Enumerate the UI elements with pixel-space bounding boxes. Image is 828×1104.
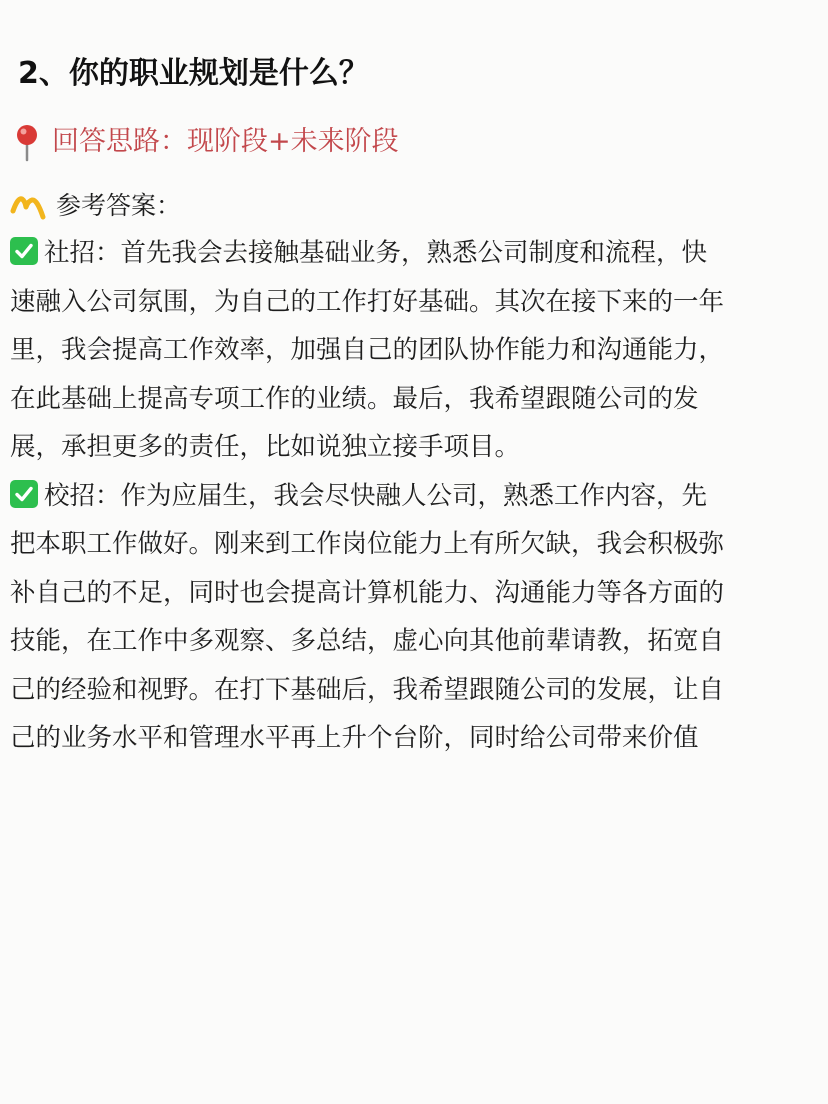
answer-line: 校招：作为应届生，我会尽快融人公司，熟悉工作内容，先 <box>10 472 820 521</box>
answer-line: 里，我会提高工作效率，加强自己的团队协作能力和沟通能力， <box>10 335 725 365</box>
answer-hint <box>12 120 399 164</box>
check-mark-button-icon <box>10 480 38 508</box>
answer-line: 在此基础上提高专项工作的业绩。最后，我希望跟随公司的发 <box>10 383 699 414</box>
answer-line: 社招：首先我会去接触基础业务，熟悉公司制度和流程，快 <box>10 229 820 278</box>
answer-line: 己的经验和视野。在打下基础后，我希望跟随公司的发展，让自 <box>10 674 725 705</box>
answer-line: 补自己的不足，同时也会提高计算机能力、沟通能力等各方面的 <box>10 577 725 608</box>
answer-hint-text: 回答思路：现阶段+未来阶段 <box>52 126 399 157</box>
answer-social-recruitment <box>10 229 820 472</box>
round-pushpin-icon <box>12 122 42 162</box>
answer-line: 把本职工作做好。刚来到工作岗位能力上有所欠缺，我会积极弥 <box>10 529 725 559</box>
answer-line: 速融入公司氛围，为自己的工作打好基础。其次在接下来的一年 <box>10 286 725 317</box>
reference-answer-label: 参考答案： <box>56 191 182 220</box>
answer-line: 己的业务水平和管理水平再上升个台阶，同时给公司带来价值 <box>10 723 699 753</box>
answer-campus-recruitment <box>10 472 820 763</box>
answer-line: 技能，在工作中多观察、多总结，虚心向其他前辈请教，拓宽自 <box>10 626 725 656</box>
answer-list <box>10 229 820 763</box>
reference-answer-heading <box>10 184 181 228</box>
check-mark-button-icon <box>10 237 38 265</box>
wave-mark-icon <box>10 191 46 221</box>
question-title: 2、你的职业规划是什么？ <box>18 56 369 91</box>
answer-line: 展，承担更多的责任，比如说独立接手项目。 <box>10 432 521 462</box>
